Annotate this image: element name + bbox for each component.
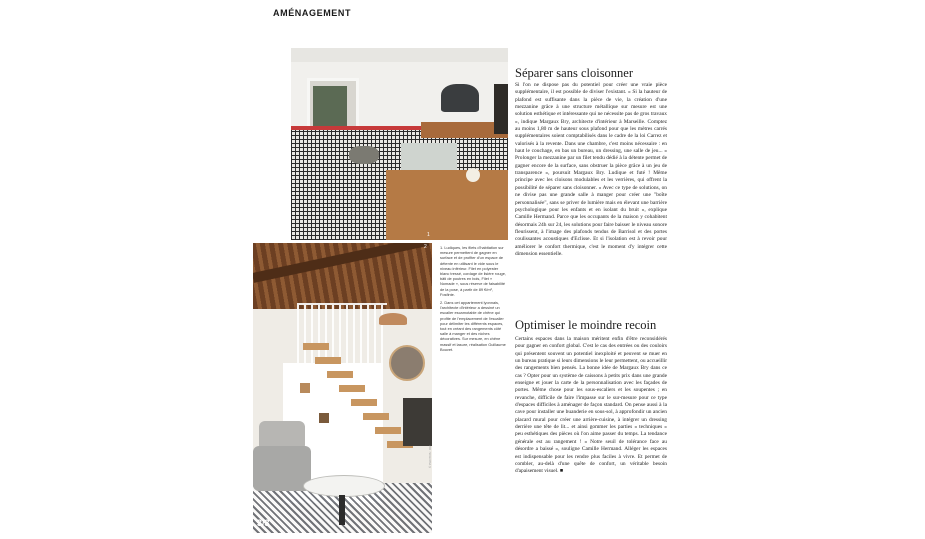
photo-wood-floor [386,170,508,240]
photo-step [315,357,341,364]
photo-step [303,343,329,350]
photo-shelf [494,84,508,134]
photo-number: 1 [427,232,430,238]
photo-ceiling [291,48,508,62]
photo-staircase [253,243,432,533]
photo-number: 2 [424,244,427,250]
photo-mirror [389,345,425,381]
photo-mezzanine-net [291,48,508,240]
caption-1: 1. Ludiques, les filets d'habitation sur mesure permettent de gagner en surface et de profiter d'un espace de détente en utilisant le vide sous le niveau inférieur. Filet en polyester blanc tressé, cordage de lisière rouge, bâti de poutres en bois, Filet « Nomade », sous réserve de faisabilité de la pose, à partir de 89 €/m², Fosfinte. [440,245,506,297]
section-1-title: Séparer sans cloisonner [515,66,634,80]
photo-credit: © PHOTOS : DR [428,445,432,468]
photo-captions [440,245,506,355]
caption-2: 2. Dans cet appartement lyonnais, l'architecte d'intérieur a dessiné un escalier escamotable de chêne qui profite de l'emplacement de l'escalier pour délimiter les différents espaces, tout en créant des rangements côté salle à manger et des niches décoratives. Sur mesure, en chêne massif et lasure, réalisation Guillaume Bouvet. [440,300,506,352]
section-label: AMÉNAGEMENT [273,8,352,18]
photo-step [339,385,365,392]
photo-step [327,371,353,378]
section-2-body: Certains espaces dans la maison méritent enfin d'être reconsidérés pour gagner en confort global. C'est le cas des entrées ou des couloirs qui présentent souvent un potentiel inexploité et peuvent se muer en un bureau pratique si leurs dimensions le leur permettent, ou accueillir des rangements bien pensés. La bonne idée de Margaux Bry dans ce cas ? Opter pour un système de caissons à petits prix dans une grande enseigne et jouer la carte de la personnalisation avec les façades de portes. Même chose pour les sous-escaliers et les soupentes ; en revanche, difficile de faire l'impasse sur le sur-mesure pour ce type d'espaces difficiles à aménager de façon standard. On pense aussi à la cave pour installer une buanderie en sous-sol, à approfondir un ancien placard mural pour créer une arrière-cuisine, à intégrer un dressing derrière une tête de lit... et ainsi gommer les parties « techniques » peu esthétiques des pièces où l'on aime passer du temps. La tendance générale est au rangement ! « Notre seuil de tolérance face au désordre a baissé », souligne Camille Hermand. Alléger les espaces est indispensable pour les rendre plus faciles à vivre. Et permet de combler, au-delà d'une quête de confort, un véritable besoin d'apaisement visuel. ■ [515,336,667,475]
photo-coffee-table [303,475,385,497]
photo-step [351,399,377,406]
photo-step [375,427,401,434]
photo-cushion [349,146,379,164]
photo-lamp [466,168,480,182]
page-folio: 3/3 [257,518,270,528]
section-1-body: Si l'on ne dispose pas du potentiel pour créer une vraie pièce supplémentaire, il est possible de diviser l'existant. « Si la hauteur de plafond est suffisante dans la pièce de vie, la création d'une mezzanine grâce à une structure métallique sur mesure est une solution esthétique et intéressante qui ne nécessite pas de gros travaux », indique Margaux Bry, architecte d'intérieur à Marseille. Comptez au moins 1,80 m de hauteur sous plafond pour que les mètres carrés supplémentaires soient comptabilisés dans le cadre de la loi Carrez et valorisés à la revente. Dans une chambre, c'est moins nécessaire : en haut le couchage, en bas un bureau, un dressing, une salle de jeu... « Prolonger la mezzanine par un filet tendu dédié à la détente permet de gagner encore de la surface, sans obstruer la pièce grâce à un jeu de transparence », poursuit Margaux Bry. Ludique et futé ! Même principe avec les cloisons modulables et les verrières, qui offrent la possibilité de séparer sans cloisonner. « Avec ce type de solutions, on ne divise pas une grande salle à manger pour créer une "boîte personnalisée", sans se priver de lumière mais en élevant une barrière psychologique pour les enfants et en isolant du bruit », explique Camille Hermand. Parce que les occupants de la maison y cohabitent désormais 24h sur 24, les solutions pour faire baisser le niveau sonore fleurissent, à l'image des plafonds tendus de Barrisol et des portes coulissantes acoustiques d'Eclisse. Et si l'isolation est à revoir pour améliorer le confort thermique, c'est le moment d'y intégrer cette dimension essentielle. [515,82,667,257]
photo-table-leg [339,495,345,525]
photo-step [363,413,389,420]
article-section-1 [515,66,667,258]
section-2-title: Optimiser le moindre recoin [515,318,657,332]
photo-beanbag [441,84,479,112]
photo-hifi-shelf [403,398,432,446]
photo-pendant-lamp [379,313,407,325]
